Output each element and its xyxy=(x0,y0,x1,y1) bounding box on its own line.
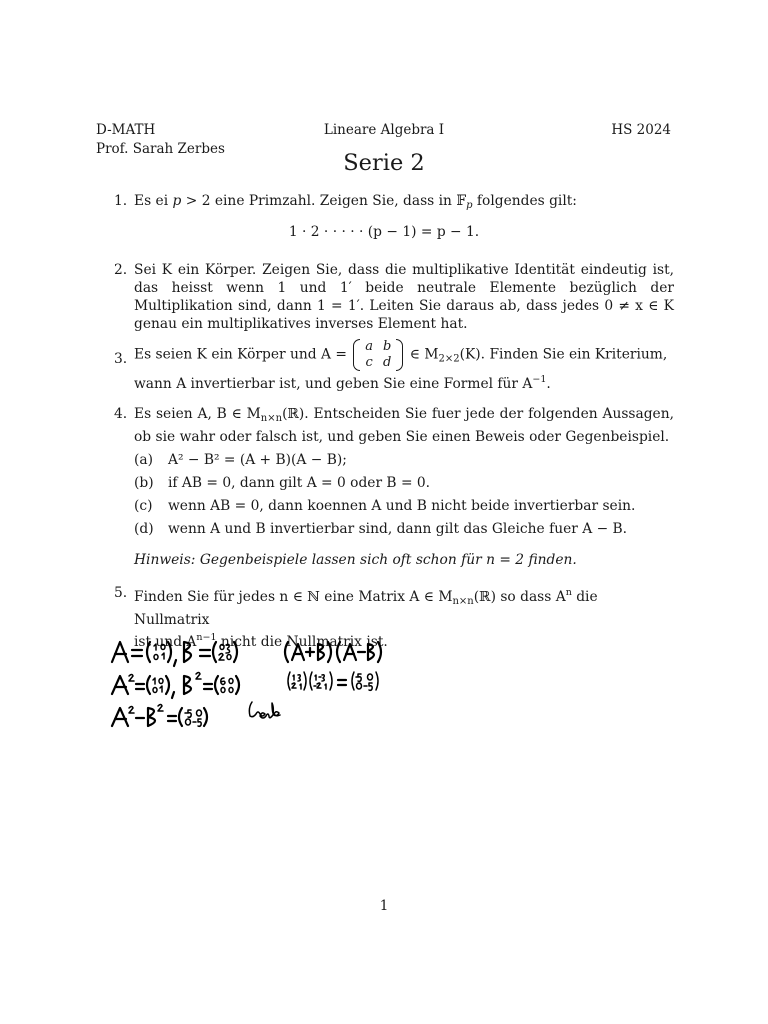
hand-line-1 xyxy=(112,642,381,666)
list-item: (a) A² − B² = (A + B)(A − B); xyxy=(134,452,347,468)
problem-number: 1. xyxy=(114,193,128,209)
problem-text: Es seien A, B ∈ $M_{n\times n}(ℝ)$. Entscheiden Sie fuer jede der folgenden Aussagen, ob sie wahr oder falsch ist, und geben Sie einen Beweis oder Gegenbeispiel. xyxy=(134,406,674,445)
problem-text: Es ei p > 2 eine Primzahl. Zeigen Sie, dass in 𝔽$_p$ folgendes gilt: xyxy=(134,193,577,211)
problem-2 xyxy=(114,261,674,333)
problem-number: 5. xyxy=(114,585,128,601)
header-course: Lineare Algebra I xyxy=(323,122,445,138)
display-equation: 1 · 2 · · · · · (p − 1) = p − 1. xyxy=(288,224,480,240)
hand-line-3 xyxy=(112,702,280,726)
problem-text: Finden Sie für jedes n ∈ ℕ eine Matrix A ∈ $M_{n\times n}(ℝ)$ so dass $A^n$ die Nullmatrix ist und $A^{n-1}$ nicht die Nullmatrix ist. xyxy=(134,587,598,650)
subitem-list xyxy=(134,452,674,544)
problem-number: 2. xyxy=(114,262,128,278)
matrix-A: a b c d xyxy=(353,339,403,371)
problem-4 xyxy=(114,405,674,446)
problem-number: 3. xyxy=(114,351,128,367)
list-item: (c) wenn AB = 0, dann koennen A und B nicht beide invertierbar sein. xyxy=(134,498,636,514)
header-professor: Prof. Sarah Zerbes xyxy=(96,141,225,157)
list-item: (b) if AB = 0, dann gilt A = 0 oder B = 0. xyxy=(134,475,431,491)
problem-number: 4. xyxy=(114,406,128,422)
problem-3 xyxy=(114,339,674,393)
hand-line-2 xyxy=(112,672,378,698)
hint-text: Hinweis: Gegenbeispiele lassen sich oft schon für n = 2 finden. xyxy=(134,552,577,568)
problem-text: Es seien K ein Körper und A = a b c d ∈ $M_{2\times 2}(K)$. Finden Sie ein Kriterium, wann A invertierbar ist, und geben Sie eine Formel für $A^{-1}$. xyxy=(134,339,668,392)
header-semester: HS 2024 xyxy=(611,122,671,138)
header-dept: D-MATH xyxy=(96,122,156,138)
list-item: (d) wenn A und B invertierbar sind, dann gilt das Gleiche fuer A − B. xyxy=(134,521,628,537)
page-title: Serie 2 xyxy=(343,150,425,176)
problem-text: Sei K ein Körper. Zeigen Sie, dass die multiplikative Identität eindeutig ist, das heisst wenn 1 und 1′ beide neutrale Elemente bezüglich der Multiplikation sind, dann 1 = 1′. Leiten Sie daraus ab, dass jedes 0 ≠ x ∈ K genau ein multiplikatives inverses Element hat. xyxy=(134,262,674,332)
problem-1 xyxy=(114,192,674,215)
handwritten-notes xyxy=(100,630,420,740)
page-number: 1 xyxy=(379,898,389,914)
